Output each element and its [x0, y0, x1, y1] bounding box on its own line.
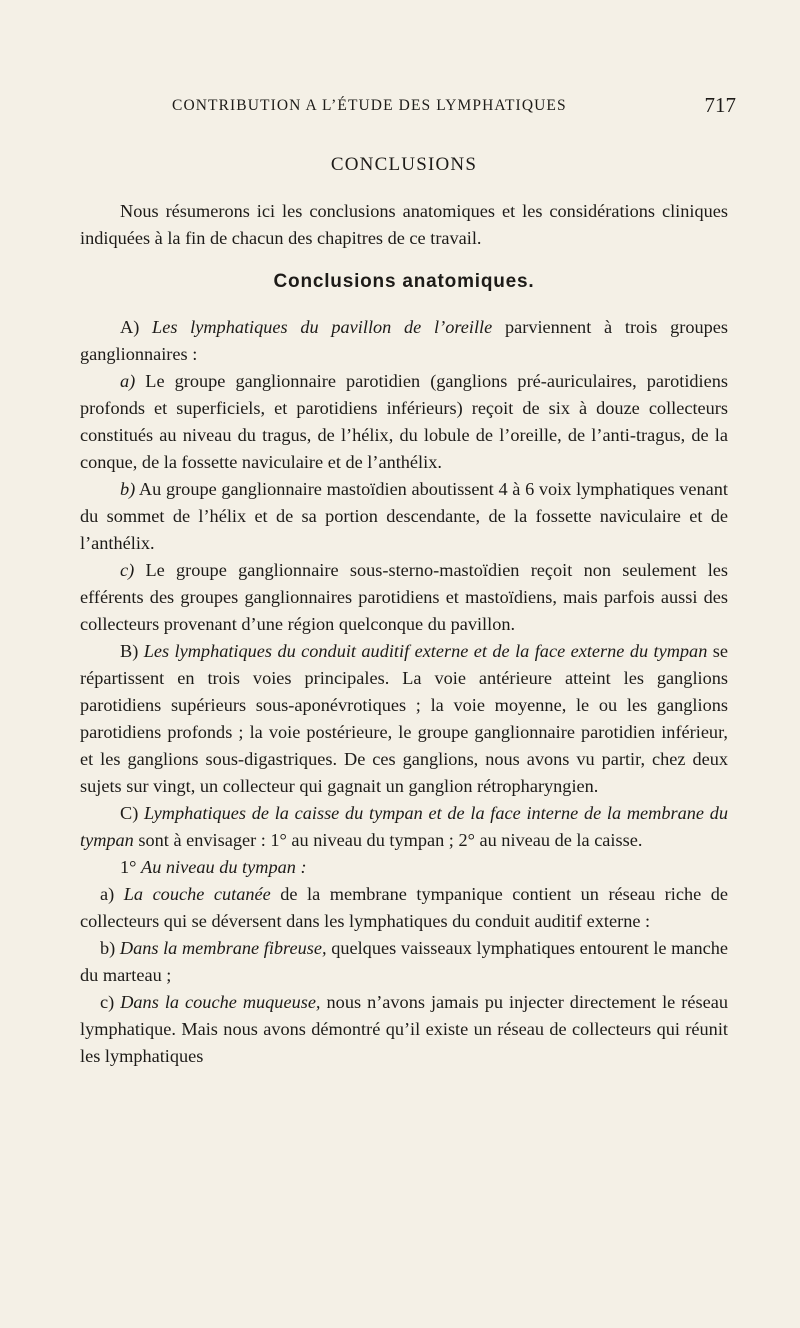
italic-tympan-b: Dans la membrane fibreuse, [119, 938, 327, 958]
italic-tympan-c: Dans la couche muqueuse, [120, 992, 321, 1012]
paragraph-c [80, 557, 728, 638]
section-heading: Conclusions anatomiques. [273, 271, 535, 292]
label-B: B) [120, 641, 139, 661]
label-A: A) [120, 317, 140, 337]
paragraph-b [80, 476, 728, 557]
italic-1: Au niveau du tympan : [141, 857, 307, 877]
text-tympan-b: quelques vaisseaux lymphatiques entourent le manche du marteau ; [80, 938, 728, 985]
label-tympan-c: c) [100, 992, 115, 1012]
paragraph-tympan-b [80, 935, 728, 989]
running-title: CONTRIBUTION A L’ÉTUDE DES LYMPHATIQUES [172, 97, 567, 114]
label-b: b) [120, 479, 136, 499]
text-A: parviennent à trois groupes ganglionnaires : [80, 317, 728, 364]
text-B: se répartissent en trois voies principales. La voie antérieure atteint les ganglions parotidiens supérieurs sous-aponévrotiques ; la voie moyenne, le ou les ganglions parotidiens profonds ; la voie postérieure, le groupe ganglionnaire parotidien inférieur, et les ganglions sous-digastriques. De ces ganglions, nous avons vu partir, chez deux sujets sur vingt, un collecteur qui gagnait un ganglion rétropharyngien. [80, 641, 729, 796]
text-tympan-a: de la membrane tympanique contient un réseau riche de collecteurs qui se déversent dans les lymphatiques du conduit auditif externe : [80, 884, 728, 931]
label-a: a) [120, 371, 136, 391]
paragraph-C [80, 800, 728, 854]
text-c: Le groupe ganglionnaire sous-sterno-mastoïdien reçoit non seulement les efférents des groupes ganglionnaires parotidiens et mastoïdiens, mais parfois aussi des collecteurs provenant d’une région quelconque du pavillon. [80, 560, 728, 634]
paragraph-1 [80, 854, 728, 881]
paragraph-B [80, 638, 728, 800]
text-tympan-c: nous n’avons jamais pu injecter directement le réseau lymphatique. Mais nous avons démontré qu’il existe un réseau de collecteurs qui réunit les lymphatiques [80, 992, 728, 1066]
text-a: Le groupe ganglionnaire parotidien (ganglions pré-auriculaires, parotidiens profonds et superficiels, et parotidiens inférieurs) reçoit de six à douze collecteurs constitués au niveau du tragus, de l’hélix, du lobule de l’oreille, de l’anti-tragus, de la conque, de la fossette naviculaire et de l’anthélix. [80, 371, 728, 472]
paragraph-tympan-a [80, 881, 728, 935]
italic-B: Les lymphatiques du conduit auditif externe et de la face externe du tympan [143, 641, 708, 661]
body-text [80, 150, 728, 1070]
text-b: Au groupe ganglionnaire mastoïdien aboutissent 4 à 6 voix lymphatiques venant du sommet de l’hélix et de sa portion descendante, de la fossette naviculaire et de l’anthélix. [80, 479, 729, 553]
label-tympan-a: a) [100, 884, 115, 904]
page-number: 717 [704, 93, 736, 117]
label-1: 1° [120, 857, 137, 877]
conclusions-heading: CONCLUSIONS [330, 154, 478, 175]
label-c: c) [120, 560, 135, 580]
italic-A: Les lymphatiques du pavillon de l’oreille [152, 317, 493, 337]
label-C: C) [120, 803, 139, 823]
italic-C: Lymphatiques de la caisse du tympan et de la face interne de la membrane du tympan [80, 803, 728, 850]
paragraph-a [80, 368, 728, 476]
running-header [80, 93, 740, 123]
label-tympan-b: b) [100, 938, 116, 958]
paragraph-A [80, 314, 728, 368]
italic-tympan-a: La couche cutanée [123, 884, 271, 904]
paragraph-tympan-c [80, 989, 728, 1070]
intro-paragraph: Nous résumerons ici les conclusions anatomiques et les considérations cliniques indiquées à la fin de chacun des chapitres de ce travail. [80, 201, 728, 248]
text-C: sont à envisager : 1° au niveau du tympan ; 2° au niveau de la caisse. [138, 830, 643, 850]
